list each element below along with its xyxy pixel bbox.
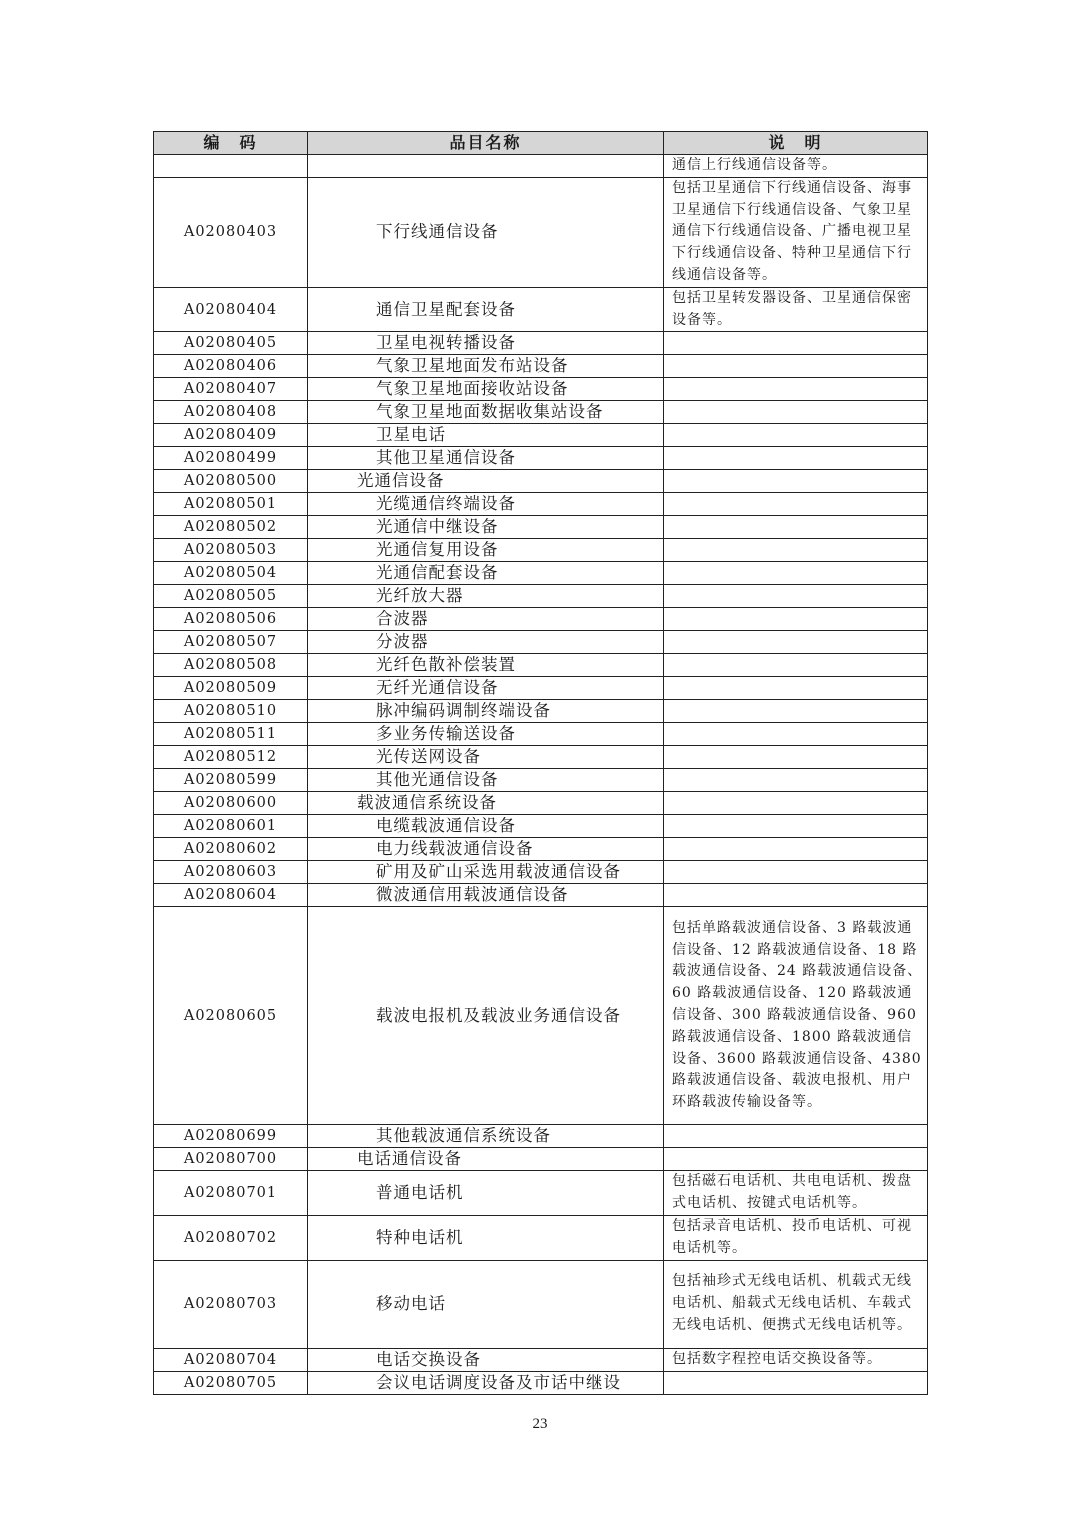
item-description (664, 585, 928, 608)
item-code: A02080704 (154, 1348, 308, 1371)
table-row (154, 332, 928, 355)
item-description (664, 539, 928, 562)
item-name: 载波电报机及载波业务通信设备 (308, 907, 664, 1125)
table-row (154, 355, 928, 378)
item-description (664, 861, 928, 884)
table-row (154, 401, 928, 424)
item-description (664, 493, 928, 516)
item-name: 分波器 (308, 631, 664, 654)
table-row (154, 1371, 928, 1394)
table-row (154, 177, 928, 287)
item-name: 光传送网设备 (308, 746, 664, 769)
item-code: A02080405 (154, 332, 308, 355)
table-row (154, 447, 928, 470)
item-description (664, 424, 928, 447)
item-code: A02080407 (154, 378, 308, 401)
item-code: A02080499 (154, 447, 308, 470)
table-row (154, 838, 928, 861)
item-description: 包括卫星通信下行线通信设备、海事卫星通信下行线通信设备、气象卫星通信下行线通信设备、广播电视卫星下行线通信设备、特种卫星通信下行线通信设备等。 (664, 177, 928, 287)
item-description: 包括录音电话机、投币电话机、可视电话机等。 (664, 1215, 928, 1260)
item-code: A02080700 (154, 1148, 308, 1171)
item-code: A02080702 (154, 1215, 308, 1260)
table-row (154, 815, 928, 838)
item-description (664, 378, 928, 401)
item-name: 光纤色散补偿装置 (308, 654, 664, 677)
item-description (664, 332, 928, 355)
item-description: 包括卫星转发器设备、卫星通信保密设备等。 (664, 287, 928, 332)
item-name: 电缆载波通信设备 (308, 815, 664, 838)
table-row (154, 769, 928, 792)
item-code: A02080508 (154, 654, 308, 677)
item-description: 包括单路载波通信设备、3 路载波通信设备、12 路载波通信设备、18 路载波通信设备、24 路载波通信设备、60 路载波通信设备、120 路载波通信设备、300 路载波通信设备、960 路载波通信设备、1800 路载波通信设备、3600 路载波通信设备、4380 路载波通信设备、载波电报机、用户环路载波传输设备等。 (664, 907, 928, 1125)
table-row (154, 654, 928, 677)
item-code: A02080506 (154, 608, 308, 631)
table-row (154, 792, 928, 815)
table-row (154, 677, 928, 700)
table-body (154, 155, 928, 1395)
item-description (664, 815, 928, 838)
item-code: A02080604 (154, 884, 308, 907)
item-name: 无纤光通信设备 (308, 677, 664, 700)
item-name: 气象卫星地面数据收集站设备 (308, 401, 664, 424)
item-name: 电力线载波通信设备 (308, 838, 664, 861)
item-name: 载波通信系统设备 (308, 792, 664, 815)
table-row (154, 1348, 928, 1371)
table-header-row (154, 132, 928, 155)
table-row (154, 861, 928, 884)
item-description (664, 654, 928, 677)
item-name (308, 155, 664, 178)
item-name: 光通信复用设备 (308, 539, 664, 562)
table-row (154, 1171, 928, 1216)
item-description (664, 562, 928, 585)
item-name: 气象卫星地面发布站设备 (308, 355, 664, 378)
item-code: A02080510 (154, 700, 308, 723)
item-description: 包括数字程控电话交换设备等。 (664, 1348, 928, 1371)
item-description (664, 746, 928, 769)
item-name: 气象卫星地面接收站设备 (308, 378, 664, 401)
item-name: 会议电话调度设备及市话中继设 (308, 1371, 664, 1394)
item-description (664, 516, 928, 539)
item-description (664, 631, 928, 654)
page-number: 23 (532, 1416, 548, 1432)
item-code: A02080406 (154, 355, 308, 378)
item-code: A02080605 (154, 907, 308, 1125)
table-row (154, 884, 928, 907)
item-code: A02080409 (154, 424, 308, 447)
table-row (154, 516, 928, 539)
item-description: 通信上行线通信设备等。 (664, 155, 928, 178)
item-code: A02080705 (154, 1371, 308, 1394)
item-description (664, 1148, 928, 1171)
table-row (154, 746, 928, 769)
item-name: 合波器 (308, 608, 664, 631)
item-code: A02080699 (154, 1125, 308, 1148)
item-code: A02080602 (154, 838, 308, 861)
item-name: 电话交换设备 (308, 1348, 664, 1371)
table-row (154, 1215, 928, 1260)
table-row (154, 1125, 928, 1148)
item-name: 卫星电视转播设备 (308, 332, 664, 355)
catalog-table (153, 131, 928, 1395)
item-name: 光通信中继设备 (308, 516, 664, 539)
header-desc: 说 明 (664, 132, 928, 155)
table-row (154, 631, 928, 654)
item-description (664, 723, 928, 746)
item-code: A02080408 (154, 401, 308, 424)
item-description (664, 700, 928, 723)
table-row (154, 700, 928, 723)
item-code: A02080703 (154, 1260, 308, 1348)
item-name: 卫星电话 (308, 424, 664, 447)
table-row (154, 562, 928, 585)
header-code: 编 码 (154, 132, 308, 155)
item-description (664, 838, 928, 861)
header-name: 品目名称 (308, 132, 664, 155)
item-name: 光通信配套设备 (308, 562, 664, 585)
item-code: A02080404 (154, 287, 308, 332)
item-name: 其他光通信设备 (308, 769, 664, 792)
item-code: A02080502 (154, 516, 308, 539)
table-row (154, 723, 928, 746)
item-name: 其他卫星通信设备 (308, 447, 664, 470)
table-row (154, 608, 928, 631)
item-code (154, 155, 308, 178)
table-row (154, 585, 928, 608)
item-description (664, 884, 928, 907)
item-name: 光缆通信终端设备 (308, 493, 664, 516)
item-name: 特种电话机 (308, 1215, 664, 1260)
item-description (664, 447, 928, 470)
item-description (664, 1371, 928, 1394)
item-code: A02080507 (154, 631, 308, 654)
item-name: 通信卫星配套设备 (308, 287, 664, 332)
item-description (664, 1125, 928, 1148)
table-row (154, 424, 928, 447)
item-name: 其他载波通信系统设备 (308, 1125, 664, 1148)
table-row (154, 907, 928, 1125)
item-code: A02080403 (154, 177, 308, 287)
item-description (664, 355, 928, 378)
item-code: A02080500 (154, 470, 308, 493)
table-row (154, 378, 928, 401)
item-name: 光纤放大器 (308, 585, 664, 608)
item-code: A02080601 (154, 815, 308, 838)
table-row (154, 470, 928, 493)
item-code: A02080501 (154, 493, 308, 516)
item-code: A02080603 (154, 861, 308, 884)
table-row (154, 155, 928, 178)
item-name: 多业务传输送设备 (308, 723, 664, 746)
item-description (664, 470, 928, 493)
item-name: 下行线通信设备 (308, 177, 664, 287)
table-row (154, 1148, 928, 1171)
item-code: A02080599 (154, 769, 308, 792)
item-name: 电话通信设备 (308, 1148, 664, 1171)
item-code: A02080503 (154, 539, 308, 562)
item-name: 移动电话 (308, 1260, 664, 1348)
item-code: A02080509 (154, 677, 308, 700)
item-description (664, 677, 928, 700)
item-description (664, 608, 928, 631)
item-description: 包括磁石电话机、共电电话机、拨盘式电话机、按键式电话机等。 (664, 1171, 928, 1216)
item-code: A02080505 (154, 585, 308, 608)
table-row (154, 287, 928, 332)
table-row (154, 493, 928, 516)
item-code: A02080600 (154, 792, 308, 815)
item-name: 脉冲编码调制终端设备 (308, 700, 664, 723)
item-code: A02080511 (154, 723, 308, 746)
item-description: 包括袖珍式无线电话机、机载式无线电话机、船载式无线电话机、车载式无线电话机、便携式无线电话机等。 (664, 1260, 928, 1348)
item-code: A02080701 (154, 1171, 308, 1216)
table-row (154, 539, 928, 562)
item-code: A02080504 (154, 562, 308, 585)
item-name: 微波通信用载波通信设备 (308, 884, 664, 907)
item-description (664, 401, 928, 424)
table-row (154, 1260, 928, 1348)
item-name: 矿用及矿山采选用载波通信设备 (308, 861, 664, 884)
item-name: 光通信设备 (308, 470, 664, 493)
item-description (664, 769, 928, 792)
item-code: A02080512 (154, 746, 308, 769)
item-description (664, 792, 928, 815)
item-name: 普通电话机 (308, 1171, 664, 1216)
